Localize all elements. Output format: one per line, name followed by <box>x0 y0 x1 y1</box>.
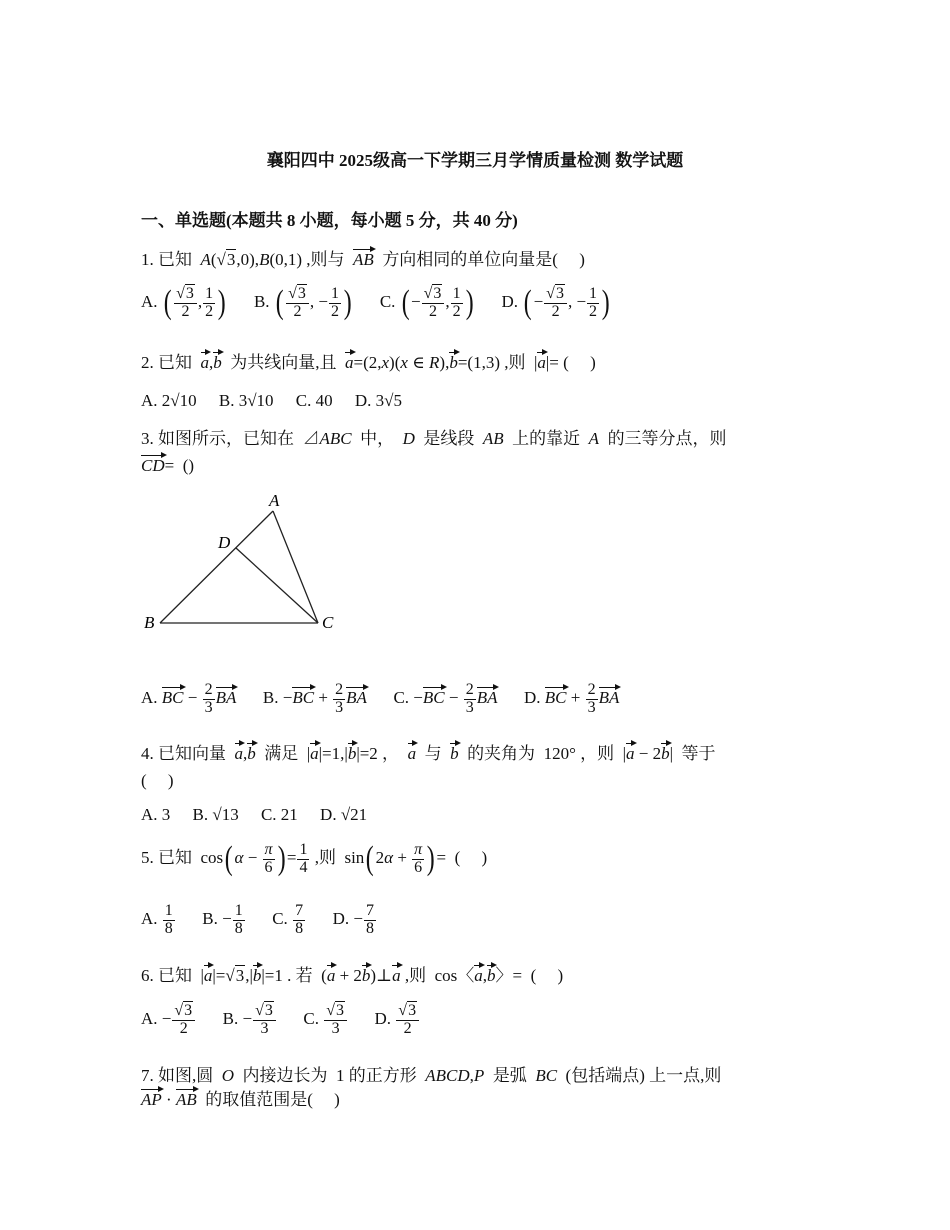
question-3-stem-line2: CD= () <box>141 456 195 475</box>
q2-option-b: B. 3√10 <box>218 391 274 410</box>
q2-option-d: D. 3√5 <box>354 391 402 410</box>
question-5-stem: 5. 已知 cos(α − $\frac{\pi}{6}$ )= $\frac{1}{4}$ ,则 sin(2α + $\frac{\pi}{6}$ )= ( ) <box>141 840 488 878</box>
point-label-c: C <box>322 613 334 632</box>
section-heading: 一、单选题(本题共 8 小题，每小题 5 分，共 40 分) <box>141 211 518 230</box>
question-7-stem: 7. 如图,圆 O 内接边长为 1 的正方形 ABCD,P 是弧 BC (包括端点) 上一点,则 <box>141 1066 722 1085</box>
page-title: 襄阳四中 2025级高一下学期三月学情质量检测 数学试题 <box>266 151 684 170</box>
point-label-b: B <box>144 613 155 632</box>
question-6-stem: 6. 已知 |a|=√3,|b|=1 . 若 (a + 2b)⊥a ,则 cos〈a,b〉= ( ) <box>141 966 564 985</box>
segment-ac <box>273 511 318 623</box>
segment-cd <box>236 548 318 623</box>
question-4-stem-line2: ( ) <box>141 771 174 790</box>
question-3-options: A. BC − $\frac{2}{3}$ BA B. −BC + $\frac{2}{3}$ BA C. −BC − $\frac{2}{3}$ BA D. BC + $\frac{2}{3}$ BA <box>141 681 620 716</box>
question-4-options: A. 3 B. √13 C. 21 D. √21 <box>141 805 368 824</box>
question-1-stem: 1. 已知 A(√3,0),B(0,1) ,则与 AB 方向相同的单位向量是( ) <box>141 250 585 269</box>
question-4-stem: 4. 已知向量 a,b 满足 |a|=1,|b|=2 ， a 与 b 的夹角为 120° ，则 |a − 2b| 等于 <box>141 744 716 763</box>
point-label-a: A <box>269 491 280 510</box>
question-3-stem: 3. 如图所示，已知在 ⊿ABC 中， D 是线段 AB 上的靠近 A 的三等分点，则 <box>141 429 727 448</box>
question-1-options: A. ( $\frac{√3}{2}$ , $\frac{1}{2}$ ) B. ( $\frac{√3}{2}$ , − $\frac{1}{2}$ ) C. (− $\frac{√3}{2}$ , $\frac{1}{2}$ ) D. (− $\frac{√3}{2}$ , − $\frac{1}{2}$ ) <box>141 284 610 322</box>
point-label-d: D <box>218 533 231 552</box>
triangle-figure <box>140 488 340 638</box>
question-7-stem-line2: AP · AB 的取值范围是( ) <box>141 1090 340 1109</box>
question-2-options <box>141 391 402 411</box>
q2-option-a: A. 2√10 <box>141 391 197 410</box>
q2-option-c: C. 40 <box>295 391 333 410</box>
question-2-stem: 2. 已知 a,b 为共线向量,且 a=(2,x)(x ∈ R),b=(1,3) ,则 |a|= ( ) <box>141 353 596 372</box>
question-6-options: A. − $\frac{√3}{2}$ B. − $\frac{√3}{3}$ C. $\frac{√3}{3}$ D. $\frac{√3}{2}$ <box>141 1003 420 1038</box>
question-5-options: A. $\frac{1}{8}$ B. − $\frac{1}{8}$ C. $\frac{7}{8}$ D. − $\frac{7}{8}$ <box>141 902 374 937</box>
